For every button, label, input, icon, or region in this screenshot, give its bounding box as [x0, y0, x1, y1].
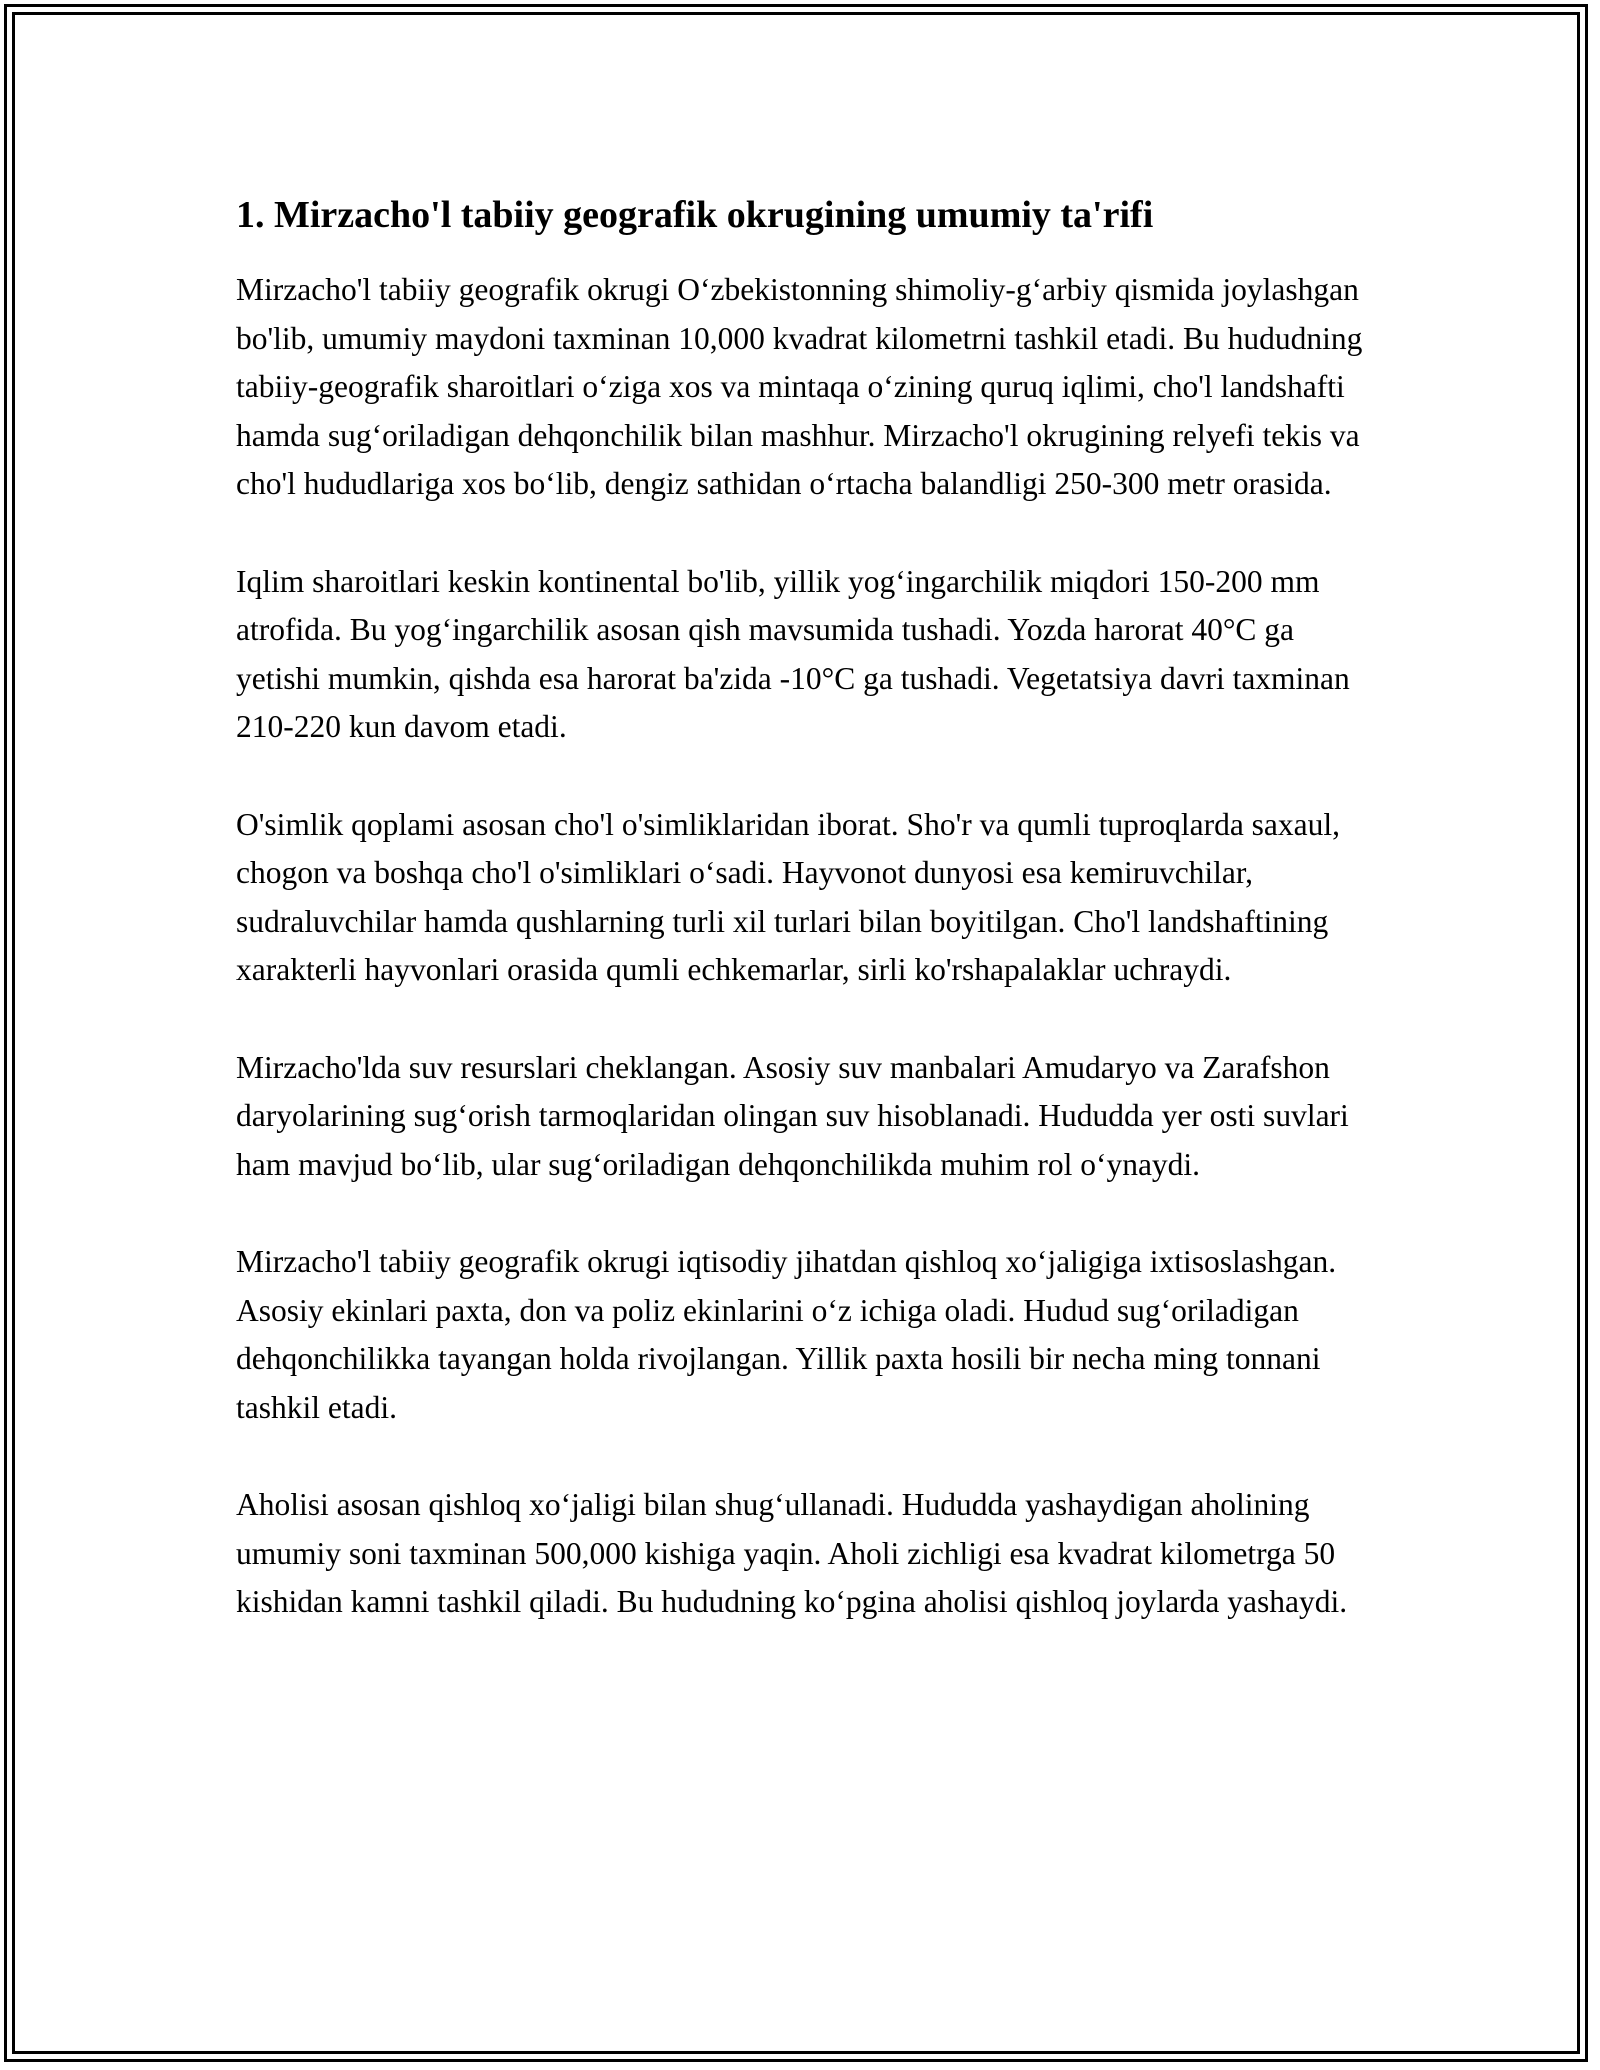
paragraph-general-description: Mirzacho'l tabiiy geografik okrugi O‘zbekistonning shimoliy-g‘arbiy qismida joylashgan bo'lib, umumiy maydoni taxminan 10,000 kvadrat kilometrni tashkil etadi. Bu hududning tabiiy-geografik sharoitlari o‘ziga xos va mintaqa o‘zining quruq iqlimi, cho'l landshafti hamda sug‘oriladigan dehqonchilik bilan mashhur. Mirzacho'l okrugining relyefi tekis va cho'l hududlariga xos bo‘lib, dengiz sathidan o‘rtacha balandligi 250-300 metr orasida. [236, 272, 1363, 501]
paragraph-economy: Mirzacho'l tabiiy geografik okrugi iqtisodiy jihatdan qishloq xo‘jaligiga ixtisoslashgan. Asosiy ekinlari paxta, don va poliz ekinlarini o‘z ichiga oladi. Hudud sug‘oriladigan dehqonchilikka tayangan holda rivojlangan. Yillik paxta hosili bir necha ming tonnani tashkil etadi. [236, 1244, 1337, 1425]
page-title: 1. Mirzacho'l tabiiy geografik okrugining umumiy ta'rifi [236, 194, 1154, 236]
paragraph-water-resources: Mirzacho'lda suv resurslari cheklangan. Asosiy suv manbalari Amudaryo va Zarafshon daryolarining sug‘orish tarmoqlaridan olingan suv hisoblanadi. Hududda yer osti suvlari ham mavjud bo‘lib, ular sug‘oriladigan dehqonchilikda muhim rol o‘ynaydi. [236, 1049, 1349, 1182]
paragraph-population: Aholisi asosan qishloq xo‘jaligi bilan shug‘ullanadi. Hududda yashaydigan aholining umumiy soni taxminan 500,000 kishiga yaqin. Aholi zichligi esa kvadrat kilometrga 50 kishidan kamni tashkil qiladi. Bu hududning ko‘pgina aholisi qishloq joylarda yashaydi. [236, 1487, 1348, 1619]
document-body [236, 186, 1376, 1676]
paragraph-climate: Iqlim sharoitlari keskin kontinental bo'lib, yillik yog‘ingarchilik miqdori 150-200 mm atrofida. Bu yog‘ingarchilik asosan qish mavsumida tushadi. Yozda harorat 40°C ga yetishi mumkin, qishda esa harorat ba'zida -10°C ga tushadi. Vegetatsiya davri taxminan 210-220 kun davom etadi. [236, 563, 1350, 744]
paragraph-flora-fauna: O'simlik qoplami asosan cho'l o'simliklaridan iborat. Sho'r va qumli tuproqlarda saxaul, chogon va boshqa cho'l o'simliklari o‘sadi. Hayvonot dunyosi esa kemiruvchilar, sudraluvchilar hamda qushlarning turli xil turlari bilan boyitilgan. Cho'l landshaftining xarakterli hayvonlari orasida qumli echkemarlar, sirli ko'rshapalaklar uchraydi. [236, 806, 1341, 987]
